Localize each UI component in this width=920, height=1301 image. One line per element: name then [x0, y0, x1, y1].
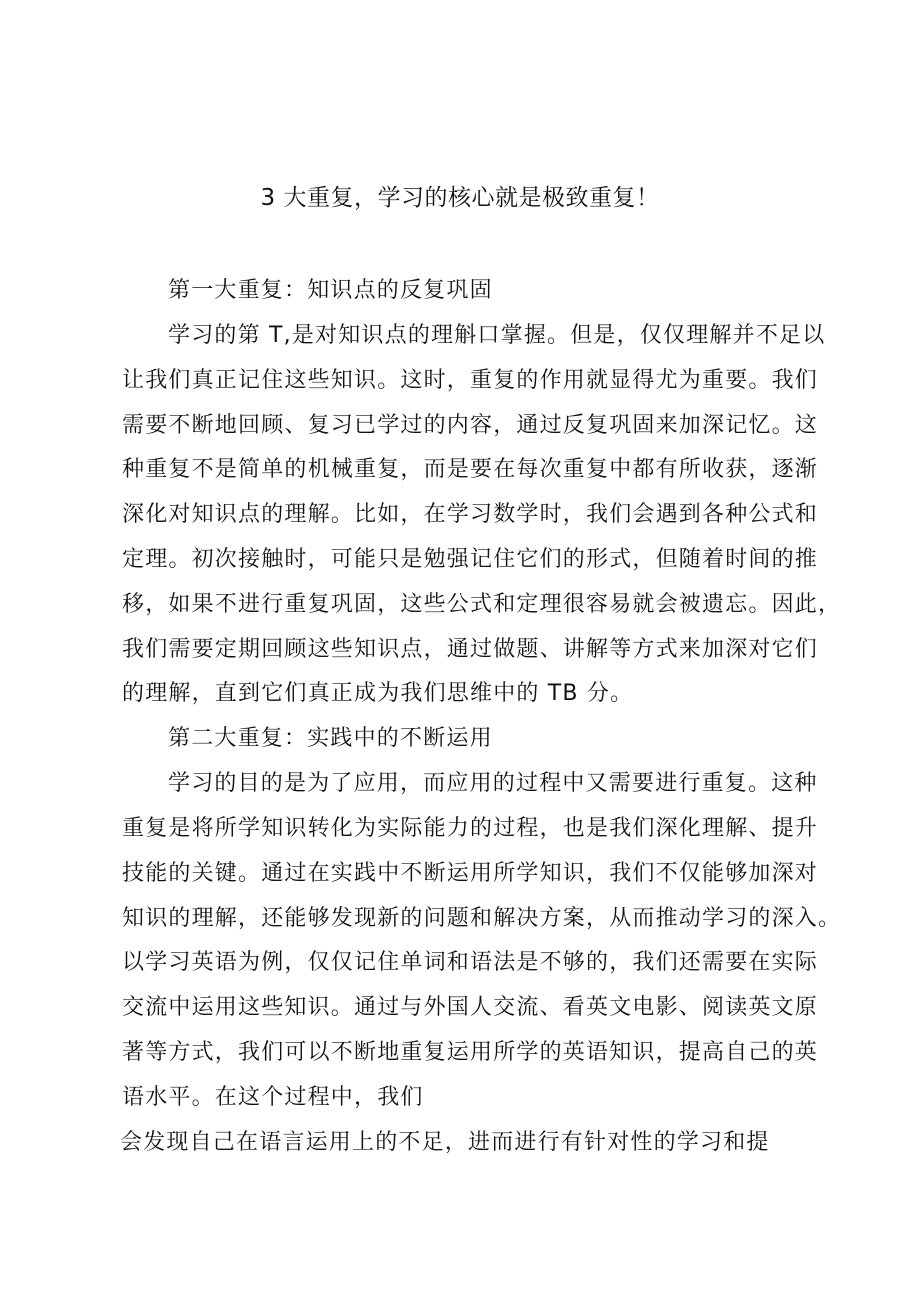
paragraph-line: 深化对知识点的理解。比如，在学习数学时，我们会遇到各种公式和 [122, 502, 819, 527]
paragraph-line: 会发现自己在语言运用上的不足，进而进行有针对性的学习和提 [120, 1130, 770, 1155]
paragraph-line: 的理解，直到它们真正成为我们思维中的 TB 分。 [122, 681, 634, 706]
paragraph-line: 种重复不是简单的机械重复，而是要在每次重复中都有所收获，逐渐 [122, 457, 819, 482]
document-title: 3 大重复，学习的核心就是极致重复！ [260, 185, 660, 211]
section-heading-1: 第一大重复：知识点的反复巩固 [168, 278, 493, 303]
paragraph-line: 移，如果不进行重复巩固，这些公式和定理很容易就会被遗忘。因此， [122, 592, 842, 617]
paragraph-line: 需要不断地回顾、复习已学过的内容，通过反复巩固来加深记忆。这 [122, 413, 819, 438]
paragraph-line: 语水平。在这个过程中，我们 [122, 1085, 424, 1110]
paragraph-line: 知识的理解，还能够发现新的问题和解决方案，从而推动学习的深入。 [122, 906, 842, 931]
paragraph-line: 重复是将所学知识转化为实际能力的过程，也是我们深化理解、提升 [122, 816, 819, 841]
paragraph-line: 我们需要定期回顾这些知识点，通过做题、讲解等方式来加深对它们 [122, 637, 819, 662]
paragraph-line: 以学习英语为例，仅仅记住单词和语法是不够的，我们还需要在实际 [122, 950, 819, 975]
section-heading-2: 第二大重复：实践中的不断运用 [168, 726, 493, 751]
paragraph-line: 交流中运用这些知识。通过与外国人交流、看英文电影、阅读英文原 [122, 995, 819, 1020]
paragraph-line: 著等方式，我们可以不断地重复运用所学的英语知识，提高自己的英 [122, 1040, 819, 1065]
paragraph-line: 学习的目的是为了应用，而应用的过程中又需要进行重复。这种 [168, 771, 818, 796]
paragraph-line: 定理。初次接触时，可能只是勉强记住它们的形式，但随着时间的推 [122, 547, 819, 572]
paragraph-line: 学习的第 T,是对知识点的理斛口掌握。但是，仅仅理解并不足以 [168, 323, 826, 348]
paragraph-line: 让我们真正记住这些知识。这时，重复的作用就显得尤为重要。我们 [122, 368, 819, 393]
paragraph-line: 技能的关键。通过在实践中不断运用所学知识，我们不仅能够加深对 [122, 861, 819, 886]
